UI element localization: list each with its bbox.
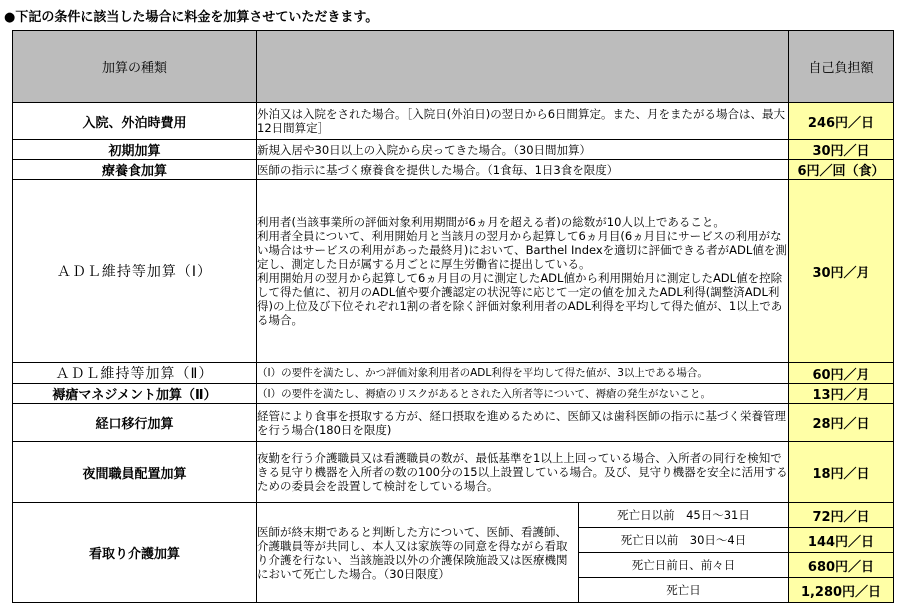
fee-description: 外泊又は入院をされた場合。［入院日(外泊日)の翌日から6日間算定。また、月をまたがる場合は、最大12日間算定］ <box>257 103 789 140</box>
fee-table <box>12 30 894 603</box>
table-row <box>13 384 894 404</box>
fee-amount: 30円／日 <box>789 140 894 160</box>
table-row <box>13 160 894 180</box>
fee-amount: 144円／日 <box>789 528 894 553</box>
fee-description: 医師の指示に基づく療養食を提供した場合。（1食毎、1日3食を限度） <box>257 160 789 180</box>
fee-name: 療養食加算 <box>13 160 257 180</box>
table-header-row <box>13 31 894 103</box>
fee-description: （Ⅰ）の要件を満たし、褥瘡のリスクがあるとされた入所者等について、褥瘡の発生がないこと。 <box>257 384 789 404</box>
fee-amount: 72円／日 <box>789 503 894 528</box>
fee-description: 新規入居や30日以上の入院から戻ってきた場合。（30日間加算） <box>257 140 789 160</box>
fee-name: ＡＤＬ維持等加算（Ⅱ） <box>13 363 257 384</box>
fee-description: （Ⅰ）の要件を満たし、かつ評価対象利用者のADL利得を平均して得た値が、3以上である場合。 <box>257 363 789 384</box>
period-label: 死亡日以前 30日〜4日 <box>579 528 789 553</box>
fee-name: 夜間職員配置加算 <box>13 442 257 503</box>
fee-name: 褥瘡マネジメント加算（Ⅱ） <box>13 384 257 404</box>
fee-name: 看取り介護加算 <box>13 503 257 603</box>
table-row <box>13 103 894 140</box>
header-type: 加算の種類 <box>13 31 257 103</box>
fee-amount: 680円／日 <box>789 553 894 578</box>
table-row <box>13 442 894 503</box>
fee-amount: 1,280円／日 <box>789 578 894 603</box>
header-blank <box>257 31 789 103</box>
period-label: 死亡日 <box>579 578 789 603</box>
fee-amount: 6円／回（食） <box>789 160 894 180</box>
table-row <box>13 180 894 363</box>
fee-name: ＡＤＬ維持等加算（Ⅰ） <box>13 180 257 363</box>
fee-description: 利用者(当該事業所の評価対象利用期間が6ヵ月を超える者)の総数が10人以上であること。 利用者全員について、利用開始月と当該月の翌月から起算して6ヵ月目(6ヵ月目にサービスの利用がない場合はサービスの利用があった最終月)において、Barthel Indexを適切に評価できる者がADL値を測定し、測定した日が属する月ごとに厚生労働省に提出している。 利用開始月の翌月から起算して6ヵ月目の月に測定したADL値から利用開始月に測定したADL値を控除して得た値に、初月のADL値や要介護認定の状況等に応じて一定の値を加えたADL利得(調整済ADL利得)の上位及び下位それぞれ1割の者を除く評価対象利用者のADL利得を平均して得た値が、1以上である場合。 <box>257 180 789 363</box>
period-label: 死亡日以前 45日〜31日 <box>579 503 789 528</box>
table-row <box>13 140 894 160</box>
table-row <box>13 503 894 528</box>
notice-heading: ●下記の条件に該当した場合に料金を加算させていただきます。 <box>4 10 379 25</box>
table-row <box>13 363 894 384</box>
fee-description: 経管により食事を摂取する方が、経口摂取を進めるために、医師又は歯科医師の指示に基づく栄養管理を行う場合(180日を限度) <box>257 404 789 442</box>
fee-description: 夜勤を行う介護職員又は看護職員の数が、最低基準を1以上上回っている場合、入所者の同行を検知できる見守り機器を入所者の数の100分の15以上設置している場合。及び、見守り機器を安全に活用するための委員会を設置して検討をしている場合。 <box>257 442 789 503</box>
header-fee: 自己負担額 <box>789 31 894 103</box>
fee-name: 初期加算 <box>13 140 257 160</box>
fee-amount: 30円／月 <box>789 180 894 363</box>
fee-name: 入院、外泊時費用 <box>13 103 257 140</box>
fee-amount: 28円／日 <box>789 404 894 442</box>
fee-amount: 13円／月 <box>789 384 894 404</box>
fee-amount: 246円／日 <box>789 103 894 140</box>
fee-amount: 60円／月 <box>789 363 894 384</box>
fee-amount: 18円／日 <box>789 442 894 503</box>
table-row <box>13 404 894 442</box>
fee-name: 経口移行加算 <box>13 404 257 442</box>
fee-description: 医師が終末期であると判断した方について、医師、看護師、介護職員等が共同し、本人又は家族等の同意を得ながら看取り介護を行ない、当該施設以外の介護保険施設又は医療機関において死亡した場合。（30日限度） <box>257 503 579 603</box>
period-label: 死亡日前日、前々日 <box>579 553 789 578</box>
